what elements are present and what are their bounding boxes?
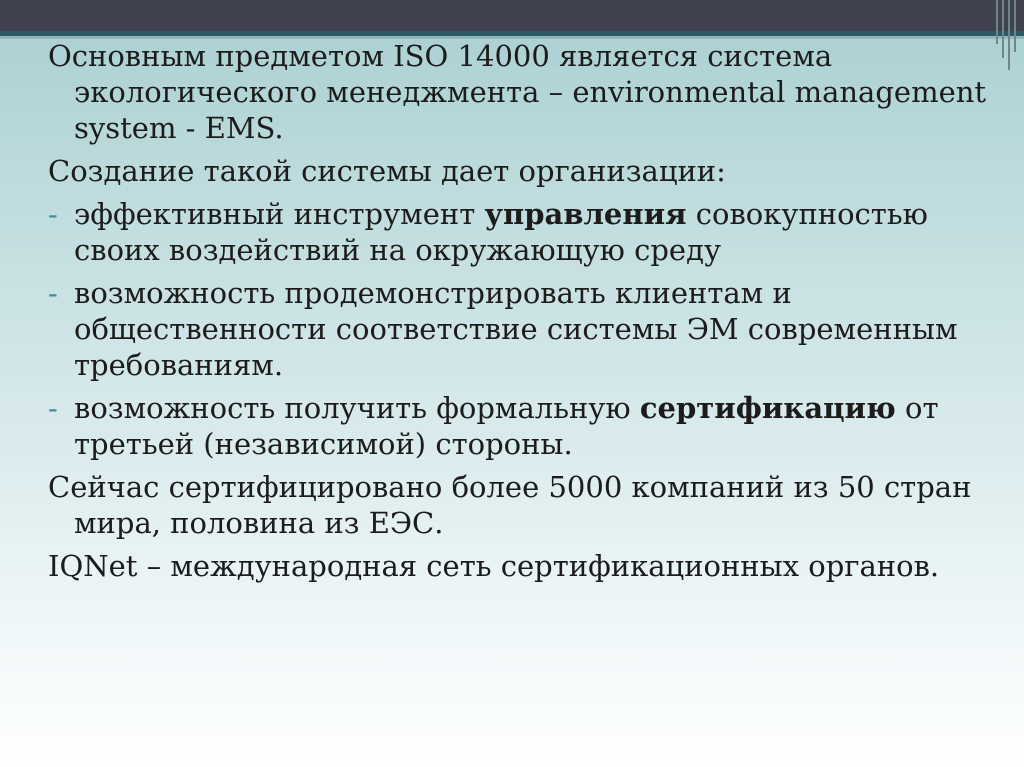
list-item-management [48, 196, 1008, 268]
paragraph-benefits-intro: Создание такой системы дает организации: [48, 154, 726, 188]
emphasis-text: управления [484, 197, 687, 231]
deco-line [1008, 0, 1010, 70]
paragraph-certified-count: Сейчас сертифицировано более 5000 компаний из 50 стран мира, половина из ЕЭС. [48, 470, 972, 540]
deco-line [1014, 0, 1016, 52]
list-item-text: возможность продемонстрировать клиентам и общественности соответствие системы ЭМ современным требованиям. [74, 276, 958, 382]
paragraph-iso14000: Основным предметом ISO 14000 является система экологического менеджмента – environmental management system - EMS. [48, 39, 987, 145]
header-bar [0, 0, 1024, 31]
bullet-dash: - [48, 276, 58, 310]
bullet-dash: - [48, 391, 58, 425]
list-item-text: совокупностью своих воздействий на окружающую среду [74, 197, 928, 267]
emphasis-text: сертификацию [639, 391, 896, 425]
slide-body [48, 38, 1008, 591]
bullet-dash: - [48, 197, 58, 231]
list-item-text: от третьей (независимой) стороны. [74, 391, 939, 461]
list-item-demonstrate [48, 275, 1008, 383]
list-item-text: эффективный инструмент [74, 197, 485, 231]
list-item-certification [48, 390, 1008, 462]
list-item-text: возможность получить формальную [74, 391, 640, 425]
paragraph-iqnet: IQNet – международная сеть сертификационных органов. [48, 549, 940, 583]
